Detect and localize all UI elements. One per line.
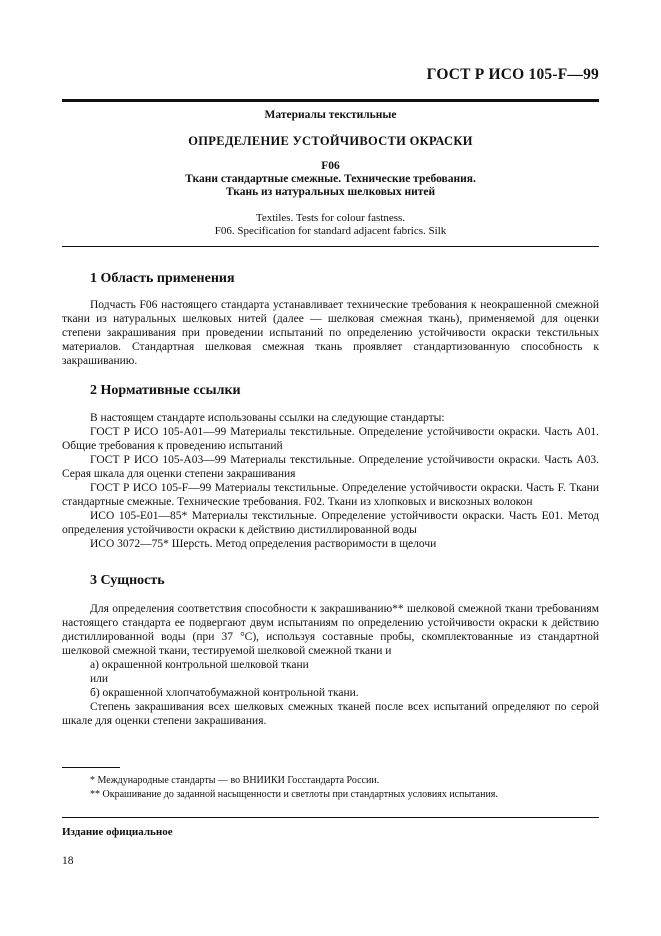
section-1-body bbox=[62, 298, 599, 368]
subtitle-line-1: Ткани стандартные смежные. Технические требования. bbox=[185, 173, 476, 185]
footnote-2: ** Окрашивание до заданной насыщенности и светлоты при стандартных условиях испытания. bbox=[90, 789, 498, 800]
section-1-heading: 1 Область применения bbox=[90, 271, 235, 286]
subtitle-line-2: Ткань из натуральных шелковых нитей bbox=[225, 186, 436, 198]
section-2-heading: 2 Нормативные ссылки bbox=[90, 383, 241, 398]
english-title-line-2: F06. Specification for standard adjacent fabrics. Silk bbox=[214, 225, 447, 237]
page-number: 18 bbox=[62, 855, 74, 867]
footer-rule bbox=[62, 817, 599, 818]
section-3-paragraph: Для определения соответствия способности к закрашиванию** шелковой смежной ткани требованиям настоящего стандарта ее подвергают двум испытаниям по определению устойчивости окраски к действию дистиллированной воды (при 37 °С), используя составные пробы, скомплектованные из стандартной шелковой смежной ткани, тестируемой шелковой смежной ткани и bbox=[62, 603, 599, 657]
header-rule bbox=[62, 99, 599, 102]
section-2-body bbox=[62, 411, 599, 551]
section-3-or: или bbox=[90, 673, 109, 685]
section-3-item-a: а) окрашенной контрольной шелковой ткани bbox=[90, 659, 309, 671]
reference-item: ИСО 105-E01—85* Материалы текстильные. Определение устойчивости окраски. Часть E01. Метод определения устойчивости окраски к действию дистиллированной воды bbox=[62, 510, 599, 536]
english-title bbox=[62, 212, 599, 238]
section-3-closing: Степень закрашивания всех шелковых смежных тканей после всех испытаний определяют по серой шкале для оценки степени закрашивания. bbox=[62, 701, 599, 727]
document-title: ОПРЕДЕЛЕНИЕ УСТОЙЧИВОСТИ ОКРАСКИ bbox=[188, 134, 473, 148]
part-code: F06 bbox=[321, 160, 340, 172]
reference-item: ГОСТ Р ИСО 105-A01—99 Материалы текстильные. Определение устойчивости окраски. Часть A01. Общие требования к проведению испытаний bbox=[62, 426, 599, 452]
reference-item: ИСО 3072—75* Шерсть. Метод определения растворимости в щелочи bbox=[90, 538, 437, 550]
footnote-1: * Международные стандарты — во ВНИИКИ Госстандарта России. bbox=[90, 775, 380, 786]
section-3-body bbox=[62, 602, 599, 728]
section-3-heading: 3 Сущность bbox=[90, 573, 165, 588]
subtitle-block bbox=[62, 160, 599, 199]
footnotes bbox=[62, 774, 599, 802]
title-rule bbox=[62, 246, 599, 247]
reference-item: ГОСТ Р ИСО 105-F—99 Материалы текстильные. Определение устойчивости окраски. Часть F. Ткани стандартные смежные. Технические требования. F02. Ткани из хлопковых и вискозных волокон bbox=[62, 482, 599, 508]
section-2-intro: В настоящем стандарте использованы ссылки на следующие стандарты: bbox=[90, 412, 445, 424]
standard-code: ГОСТ Р ИСО 105-F—99 bbox=[426, 66, 599, 83]
section-3-item-b: б) окрашенной хлопчатобумажной контрольной ткани. bbox=[90, 687, 359, 699]
reference-item: ГОСТ Р ИСО 105-A03—99 Материалы текстильные. Определение устойчивости окраски. Часть A03. Серая шкала для оценки степени закрашивания bbox=[62, 454, 599, 480]
english-title-line-1: Textiles. Tests for colour fastness. bbox=[255, 212, 406, 224]
section-1-paragraph: Подчасть F06 настоящего стандарта устанавливает технические требования к неокрашенной смежной ткани из натуральных шелковых нитей (далее — шелковая смежная ткань), применяемой для оценки степени закрашивания при проведении испытаний по определению устойчивости окраски текстильных материалов. Стандартная шелковая смежная ткань проявляет стандартизованную способность к закрашиванию. bbox=[62, 299, 599, 367]
footnote-rule bbox=[62, 767, 120, 768]
edition-label: Издание официальное bbox=[62, 826, 173, 838]
category-heading: Материалы текстильные bbox=[264, 109, 397, 121]
